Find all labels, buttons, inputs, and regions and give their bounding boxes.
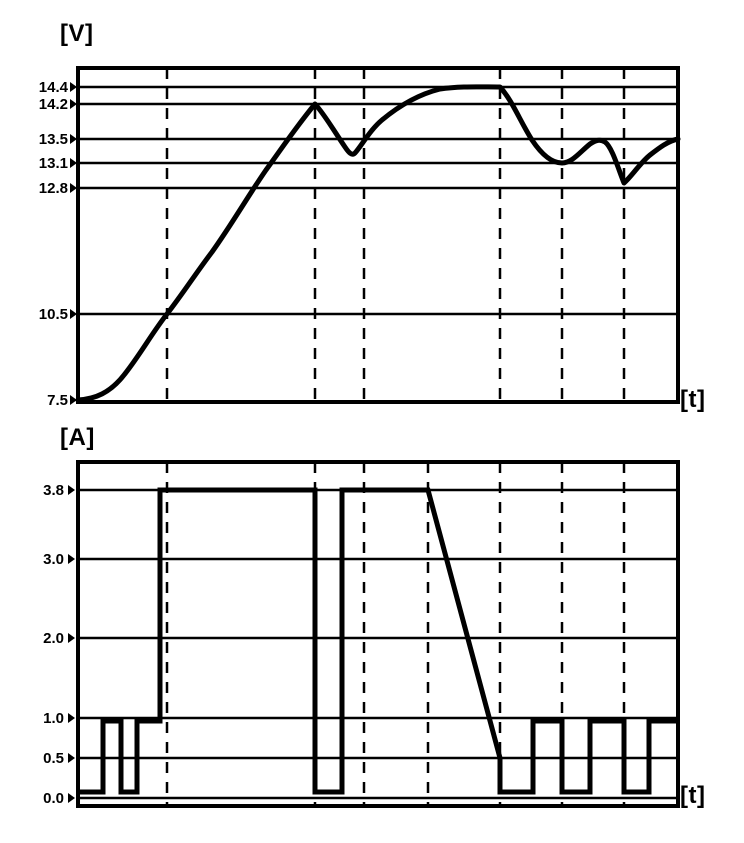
y-tick-label-bottom-4: 0.5 — [43, 750, 64, 767]
current-axis-label: [A] — [60, 424, 95, 451]
y-tick-label-bottom-1: 3.0 — [43, 551, 64, 568]
y-tick-label-top-6: 7.5 — [47, 392, 68, 409]
y-tick-label-top-3: 13.1 — [38, 155, 68, 172]
y-tick-label-bottom-0: 3.8 — [43, 482, 64, 499]
y-tick-label-top-2: 13.5 — [38, 131, 68, 148]
y-tick-label-top-1: 14.2 — [38, 96, 68, 113]
voltage-axis-label: [V] — [60, 20, 94, 47]
time-axis-label-bottom: [t] — [680, 782, 706, 809]
voltage-plot — [78, 68, 678, 402]
y-tick-label-bottom-5: 0.0 — [43, 790, 64, 807]
time-axis-label-top: [t] — [680, 386, 706, 413]
y-tick-label-top-4: 12.8 — [38, 180, 68, 197]
y-tick-label-top-5: 10.5 — [38, 306, 68, 323]
current-plot — [78, 462, 678, 806]
y-tick-label-top-0: 14.4 — [38, 79, 68, 96]
y-tick-label-bottom-2: 2.0 — [43, 630, 64, 647]
y-tick-label-bottom-3: 1.0 — [43, 710, 64, 727]
